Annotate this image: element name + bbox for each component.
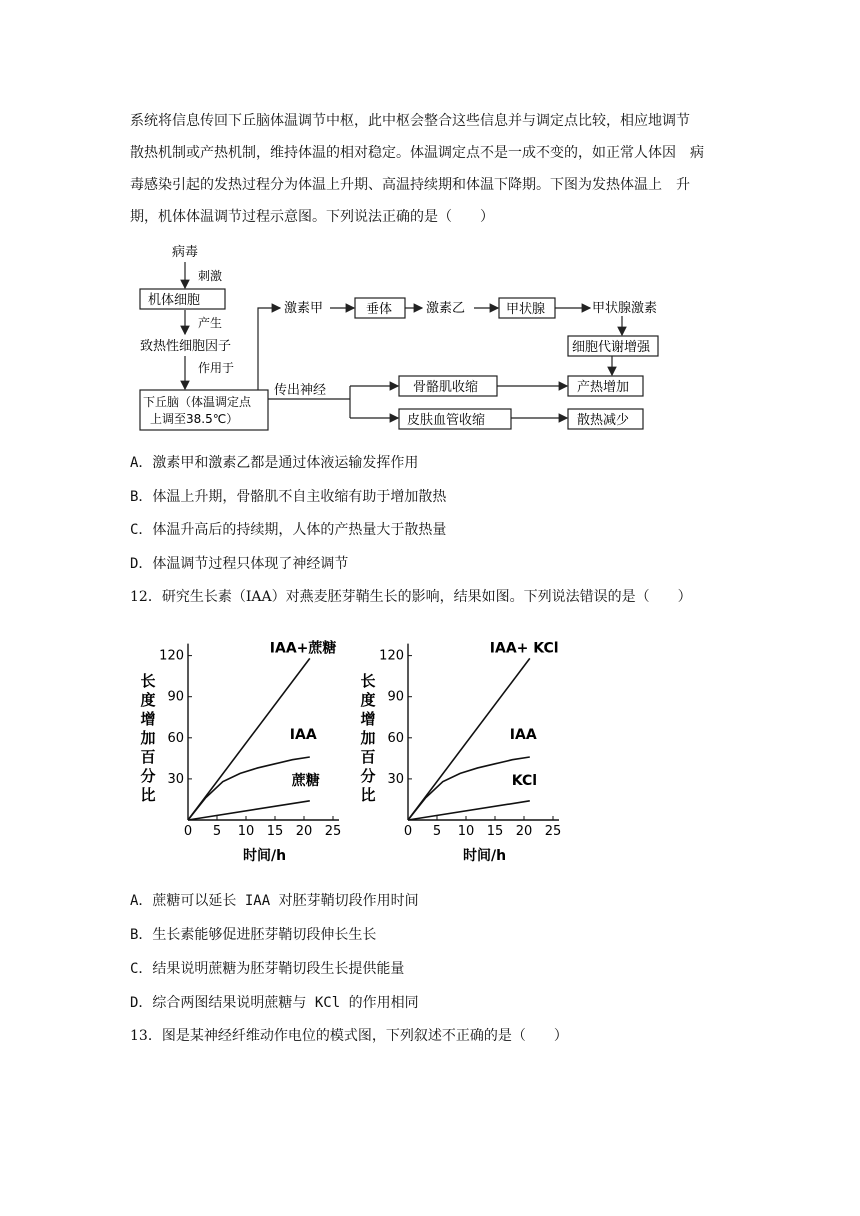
x-tick-label: 0 xyxy=(183,824,193,839)
q11-option-a: A．激素甲和激素乙都是通过体液运输发挥作用 xyxy=(130,455,419,471)
x-axis-label: 时间/h xyxy=(242,848,287,864)
intro-line-2: 散热机制或产热机制，维持体温的相对稳定。体温调定点不是一成不变的，如正常人体因 病 xyxy=(130,145,704,161)
x-tick-label: 10 xyxy=(237,824,255,839)
muscle-label: 骨骼肌收缩 xyxy=(413,380,479,395)
q11-option-c: C．体温升高后的持续期，人体的产热量大于散热量 xyxy=(130,522,447,538)
y-tick-label: 60 xyxy=(387,730,404,746)
chart-right xyxy=(350,630,570,870)
y-axis-label-char: 增 xyxy=(360,710,376,728)
y-tick-label: 90 xyxy=(387,689,404,705)
q11-option-b: B．体温上升期，骨骼肌不自主收缩有助于增加散热 xyxy=(130,489,447,505)
produce-label: 产生 xyxy=(198,316,223,330)
y-axis-label-char: 度 xyxy=(140,691,156,709)
y-axis-label-char: 比 xyxy=(360,786,376,804)
y-tick-label: 30 xyxy=(167,771,184,787)
series-line-3 xyxy=(408,801,530,820)
x-tick-label: 5 xyxy=(432,824,442,839)
virus-label: 病毒 xyxy=(172,245,199,260)
series-label-3: 蔗糖 xyxy=(291,772,320,789)
y-tick-label: 120 xyxy=(159,648,184,664)
x-axis-label: 时间/h xyxy=(462,848,507,864)
y-axis-label-char: 长 xyxy=(360,672,376,690)
y-axis-label-char: 加 xyxy=(140,729,156,747)
hypothalamus-line-1: 下丘脑（体温调定点 xyxy=(143,395,252,409)
metabolism-label: 细胞代谢增强 xyxy=(572,340,651,355)
y-axis-label-char: 增 xyxy=(140,710,156,728)
hypothalamus-line-2: 上调至38.5℃） xyxy=(150,412,239,426)
series-label-3: KCl xyxy=(511,772,538,789)
q12-stem: 12．研究生长素（IAA）对燕麦胚芽鞘生长的影响，结果如图。下列说法错误的是（ ） xyxy=(130,589,692,605)
act-on-label: 作用于 xyxy=(198,361,235,375)
intro-line-1: 系统将信息传回下丘脑体温调节中枢，此中枢会整合这些信息并与调定点比较，相应地调节 xyxy=(130,113,690,129)
vessel-label: 皮肤血管收缩 xyxy=(407,413,486,428)
pyrogenic-label: 致热性细胞因子 xyxy=(140,339,232,354)
hormone-a-label: 激素甲 xyxy=(284,301,324,316)
y-tick-label: 90 xyxy=(167,689,184,705)
intro-line-4: 期，机体体温调节过程示意图。下列说法正确的是（ ） xyxy=(130,209,494,225)
body-cell-label: 机体细胞 xyxy=(148,293,201,308)
y-tick-label: 120 xyxy=(379,648,404,664)
x-tick-label: 15 xyxy=(486,824,504,839)
y-axis-label-char: 长 xyxy=(140,672,156,690)
x-tick-label: 20 xyxy=(515,824,533,839)
series-label-2: IAA xyxy=(289,726,317,743)
series-label-1: IAA+ KCl xyxy=(489,640,559,657)
x-tick-label: 25 xyxy=(544,824,562,839)
y-axis-label-char: 比 xyxy=(140,786,156,804)
thyroid-label: 甲状腺 xyxy=(506,302,546,317)
x-tick-label: 0 xyxy=(403,824,413,839)
y-tick-label: 30 xyxy=(387,771,404,787)
q11-option-d: D．体温调节过程只体现了神经调节 xyxy=(130,556,349,572)
y-axis-label-char: 百 xyxy=(140,748,156,766)
q12-option-c: C．结果说明蔗糖为胚芽鞘切段生长提供能量 xyxy=(130,961,405,977)
thermoregulation-diagram xyxy=(130,236,660,436)
q12-option-b: B．生长素能够促进胚芽鞘切段伸长生长 xyxy=(130,927,377,943)
stimulate-label: 刺激 xyxy=(198,269,223,283)
x-tick-label: 25 xyxy=(324,824,342,839)
pituitary-label: 垂体 xyxy=(366,302,393,317)
y-axis-label-char: 度 xyxy=(360,691,376,709)
q12-option-d: D．综合两图结果说明蔗糖与 KCl 的作用相同 xyxy=(130,995,419,1011)
y-axis-label-char: 分 xyxy=(360,767,376,785)
y-axis-label-char: 加 xyxy=(360,729,376,747)
q13-stem: 13．图是某神经纤维动作电位的模式图，下列叙述不正确的是（ ） xyxy=(130,1028,568,1044)
q12-option-a: A．蔗糖可以延长 IAA 对胚芽鞘切段作用时间 xyxy=(130,893,419,909)
x-tick-label: 20 xyxy=(295,824,313,839)
chart-left xyxy=(130,630,350,870)
thyroxine-label: 甲状腺激素 xyxy=(592,301,658,316)
intro-line-3: 毒感染引起的发热过程分为体温上升期、高温持续期和体温下降期。下图为发热体温上 升 xyxy=(130,177,690,193)
y-axis-label-char: 百 xyxy=(360,748,376,766)
series-label-2: IAA xyxy=(509,726,537,743)
heat-down-label: 散热减少 xyxy=(577,413,630,428)
series-label-1: IAA+蔗糖 xyxy=(269,640,337,657)
series-line-3 xyxy=(188,801,310,820)
y-axis-label-char: 分 xyxy=(140,767,156,785)
y-tick-label: 60 xyxy=(167,730,184,746)
heat-up-label: 产热增加 xyxy=(577,380,630,395)
x-tick-label: 15 xyxy=(266,824,284,839)
x-tick-label: 5 xyxy=(212,824,222,839)
x-tick-label: 10 xyxy=(457,824,475,839)
hormone-b-label: 激素乙 xyxy=(426,301,466,316)
efferent-label: 传出神经 xyxy=(274,383,327,398)
